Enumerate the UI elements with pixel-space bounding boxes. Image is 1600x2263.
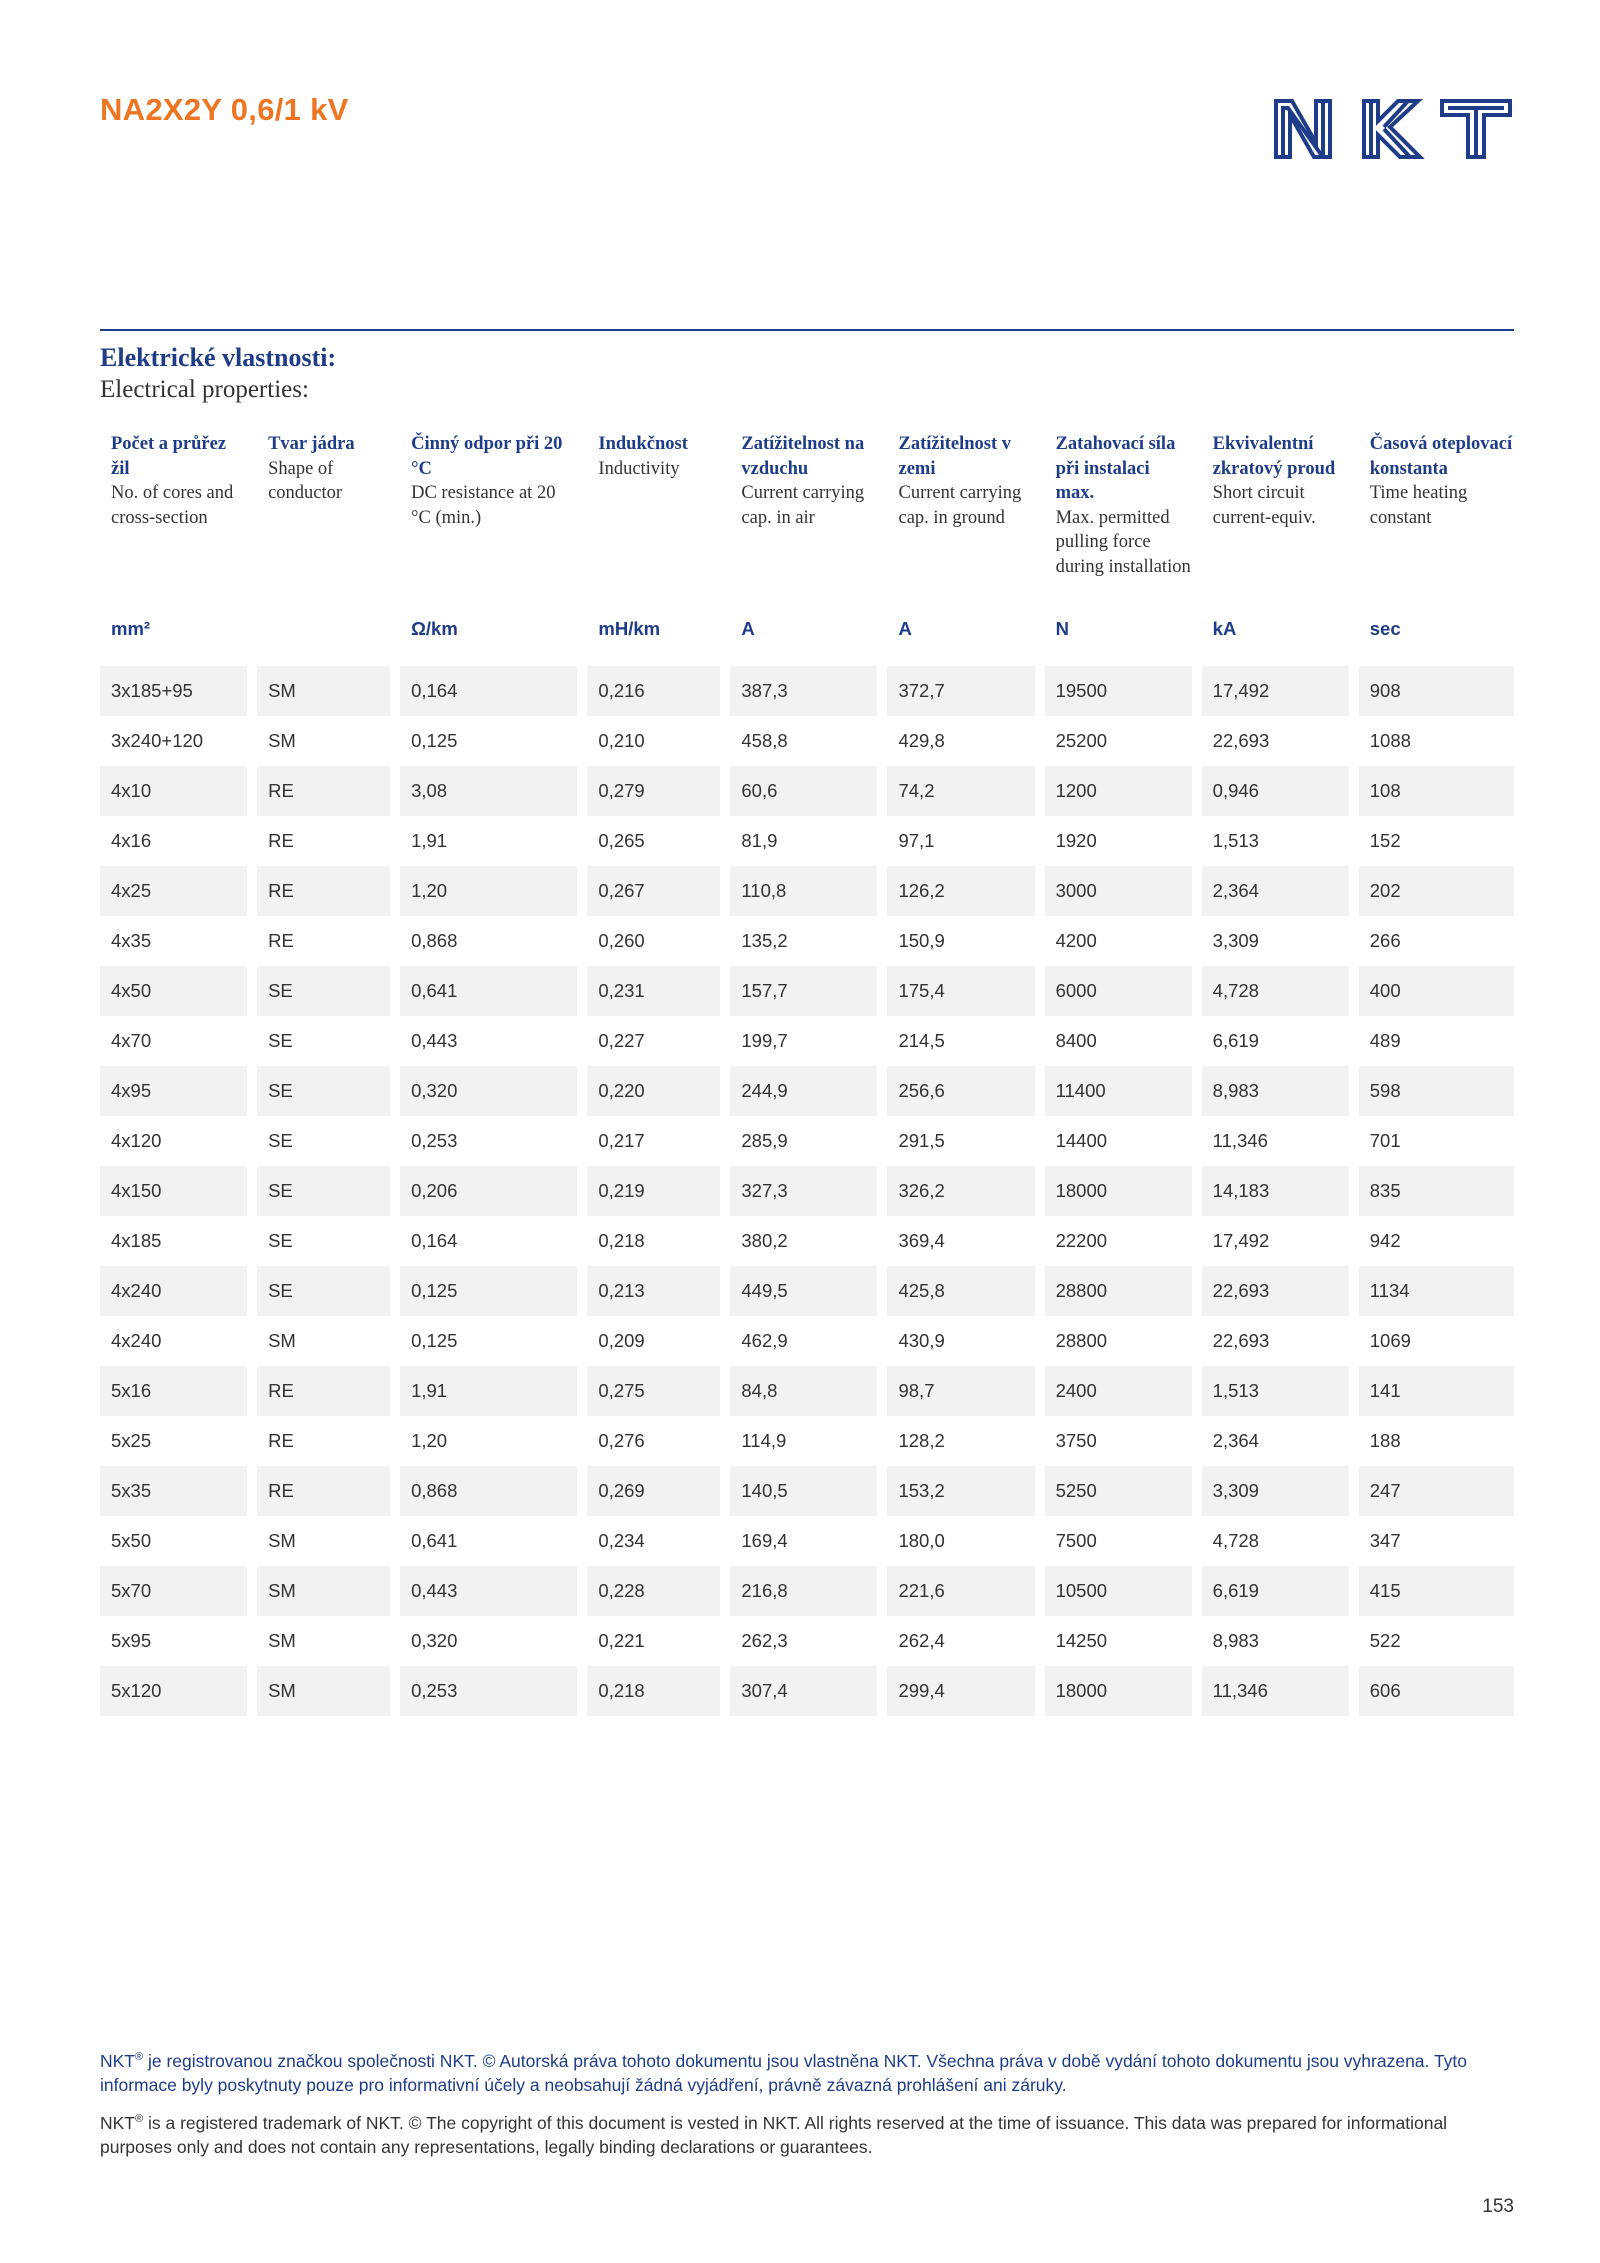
table-cell: 0,253: [400, 1666, 577, 1716]
table-cell: 285,9: [741, 1130, 788, 1151]
table-cell: 199,7: [741, 1030, 788, 1051]
column-unit: A: [898, 618, 912, 639]
table-cell: 0,260: [598, 930, 645, 951]
table-cell: 369,4: [898, 1230, 945, 1251]
table-row: [100, 1416, 1514, 1466]
table-cell: 425,8: [887, 1266, 1034, 1316]
table-cell: 0,228: [587, 1566, 720, 1616]
column-header-cz: Indukčnost: [598, 434, 688, 454]
table-cell: 0,216: [587, 666, 720, 716]
column-header-cz: Zatížitelnost v zemi: [898, 434, 1012, 479]
table-cell: 11,346: [1202, 1666, 1349, 1716]
table-cell: 0,443: [411, 1030, 458, 1051]
table-cell: 6000: [1045, 966, 1192, 1016]
page-number: 153: [1482, 2196, 1514, 2217]
table-cell: 11400: [1045, 1066, 1192, 1116]
table-cell: 22,693: [1202, 1266, 1349, 1316]
table-row: [100, 1616, 1514, 1666]
table-cell: 3,309: [1202, 1466, 1349, 1516]
table-cell: 0,868: [400, 1466, 577, 1516]
table-cell: 0,269: [587, 1466, 720, 1516]
table-cell: 97,1: [898, 830, 935, 851]
table-cell: 135,2: [741, 930, 788, 951]
table-cell: 307,4: [730, 1666, 877, 1716]
table-cell: 28800: [1045, 1266, 1192, 1316]
table-cell: 140,5: [730, 1466, 877, 1516]
table-cell: SM: [257, 1666, 390, 1716]
table-cell: 4x240: [100, 1266, 247, 1316]
table-cell: 0,164: [411, 1230, 458, 1251]
column-header-en: Time heating constant: [1369, 483, 1468, 528]
table-cell: 11,346: [1212, 1130, 1268, 1151]
table-cell: 10500: [1045, 1566, 1192, 1616]
column-header-cz: Tvar jádra: [268, 434, 355, 454]
table-cell: 4x35: [111, 930, 152, 951]
table-cell: 429,8: [898, 730, 945, 751]
table-cell: 157,7: [730, 966, 877, 1016]
column-header-cz: Zatahovací síla při instalaci max.: [1055, 434, 1176, 503]
table-cell: 3,309: [1212, 930, 1259, 951]
table-row: [100, 816, 1514, 866]
table-cell: 0,221: [598, 1630, 645, 1651]
table-cell: 74,2: [887, 766, 1034, 816]
table-cell: 152: [1369, 830, 1401, 851]
table-cell: 835: [1359, 1166, 1514, 1216]
column-header-en: No. of cores and cross-section: [111, 483, 234, 528]
table-cell: 110,8: [730, 866, 877, 916]
table-cell: 28800: [1055, 1330, 1108, 1351]
table-cell: 0,868: [411, 930, 458, 951]
table-cell: 4x25: [100, 866, 247, 916]
table-cell: 17,492: [1212, 1230, 1270, 1251]
table-header-row: [100, 432, 1514, 618]
column-header-en: Short circuit current-equiv.: [1212, 483, 1316, 528]
table-cell: 5x35: [100, 1466, 247, 1516]
table-cell: 380,2: [741, 1230, 788, 1251]
table-cell: 5x120: [100, 1666, 247, 1716]
column-unit: mm²: [111, 618, 151, 639]
column-unit: sec: [1369, 618, 1401, 639]
table-cell: 0,206: [400, 1166, 577, 1216]
table-cell: 1,513: [1202, 1366, 1349, 1416]
table-cell: 0,253: [411, 1130, 458, 1151]
table-cell: 256,6: [887, 1066, 1034, 1116]
table-cell: 0,218: [587, 1666, 720, 1716]
table-cell: 1920: [1055, 830, 1097, 851]
column-header-cz: Zatížitelnost na vzduchu: [741, 434, 865, 479]
table-cell: 8,983: [1202, 1066, 1349, 1116]
table-cell: 262,3: [741, 1630, 788, 1651]
table-cell: SE: [257, 1166, 390, 1216]
table-cell: 462,9: [741, 1330, 788, 1351]
table-cell: 202: [1359, 866, 1514, 916]
column-header: [100, 432, 247, 618]
column-header: [587, 432, 720, 618]
column-header: [1359, 432, 1514, 618]
table-row: [100, 1466, 1514, 1516]
table-cell: 291,5: [898, 1130, 945, 1151]
table-cell: 1,20: [400, 866, 577, 916]
table-cell: 1,20: [411, 1430, 448, 1451]
table-cell: 7500: [1055, 1530, 1097, 1551]
table-cell: 18000: [1045, 1166, 1192, 1216]
table-cell: 1088: [1369, 730, 1411, 751]
table-cell: 0,218: [598, 1230, 645, 1251]
table-cell: 4x70: [111, 1030, 152, 1051]
table-cell: 0,234: [598, 1530, 645, 1551]
table-cell: 4x95: [100, 1066, 247, 1116]
table-cell: 25200: [1055, 730, 1108, 751]
table-cell: 0,265: [598, 830, 645, 851]
table-cell: 0,125: [400, 1266, 577, 1316]
table-cell: RE: [257, 1366, 390, 1416]
table-cell: SM: [268, 1530, 296, 1551]
table-cell: 326,2: [887, 1166, 1034, 1216]
table-row: [100, 1166, 1514, 1216]
table-cell: RE: [268, 830, 294, 851]
table-cell: SE: [268, 1030, 293, 1051]
table-cell: 1069: [1369, 1330, 1411, 1351]
column-header: [400, 432, 577, 618]
table-cell: 4x50: [100, 966, 247, 1016]
column-unit: N: [1055, 618, 1069, 639]
table-cell: 387,3: [730, 666, 877, 716]
table-cell: 5x16: [100, 1366, 247, 1416]
footer-disclaimer: [100, 2049, 1514, 2173]
table-cell: 128,2: [898, 1430, 945, 1451]
table-cell: 908: [1359, 666, 1514, 716]
table-cell: 327,3: [730, 1166, 877, 1216]
footer-disclaimer-cz: NKT® je registrovanou značkou společnosti NKT. © Autorská práva tohoto dokumentu jsou vlastněna NKT. Všechna práva v době vydání tohoto dokumentu jsou vyhrazena. Tyto informace byly poskytnuty pouze pro informativní účely a neobsahují žádná vyjádření, právně závazná prohlášení ani záruky.: [100, 2051, 1468, 2095]
column-header-en: Inductivity: [598, 458, 680, 479]
table-cell: 1,91: [411, 830, 448, 851]
table-row: [100, 1216, 1514, 1266]
table-cell: 2,364: [1202, 866, 1349, 916]
table-cell: 0,641: [411, 1530, 458, 1551]
column-header-cz: Počet a průřez žil: [111, 434, 227, 479]
table-row: [100, 916, 1514, 966]
table-cell: 0,209: [598, 1330, 645, 1351]
column-unit: kA: [1212, 618, 1237, 639]
table-cell: 244,9: [730, 1066, 877, 1116]
table-cell: RE: [268, 930, 294, 951]
column-header: [257, 432, 390, 618]
table-cell: 0,227: [598, 1030, 645, 1051]
table-row: [100, 1266, 1514, 1316]
table-cell: 0,210: [598, 730, 645, 751]
page-title: NA2X2Y 0,6/1 kV: [100, 92, 349, 127]
column-unit: Ω/km: [411, 618, 458, 639]
table-cell: 5x50: [111, 1530, 152, 1551]
table-cell: 188: [1369, 1430, 1401, 1451]
table-cell: 606: [1359, 1666, 1514, 1716]
table-cell: 0,641: [400, 966, 577, 1016]
table-cell: 522: [1369, 1630, 1401, 1651]
section-title: Elektrické vlastnosti:: [100, 343, 337, 372]
table-cell: SE: [257, 1066, 390, 1116]
table-cell: 0,164: [400, 666, 577, 716]
column-header-cz: Ekvivalentní zkratový proud: [1212, 434, 1336, 479]
table-cell: 150,9: [898, 930, 945, 951]
table-cell: 4,728: [1202, 966, 1349, 1016]
table-cell: 449,5: [730, 1266, 877, 1316]
table-cell: SM: [268, 1630, 296, 1651]
table-row: [100, 766, 1514, 816]
table-cell: SM: [257, 666, 390, 716]
table-cell: 14250: [1055, 1630, 1108, 1651]
table-cell: 153,2: [887, 1466, 1034, 1516]
table-row: [100, 1066, 1514, 1116]
table-cell: 0,279: [587, 766, 720, 816]
table-cell: 22,693: [1212, 1330, 1270, 1351]
table-cell: 4200: [1055, 930, 1097, 951]
table-cell: 81,9: [741, 830, 778, 851]
table-row: [100, 1116, 1514, 1166]
table-cell: 0,320: [411, 1630, 458, 1651]
table-cell: 430,9: [898, 1330, 945, 1351]
table-cell: 942: [1369, 1230, 1401, 1251]
column-header: [1045, 432, 1192, 618]
table-cell: 0,267: [587, 866, 720, 916]
table-cell: SE: [257, 1266, 390, 1316]
table-cell: 262,4: [898, 1630, 945, 1651]
table-cell: RE: [257, 1466, 390, 1516]
table-cell: RE: [257, 866, 390, 916]
table-cell: 17,492: [1202, 666, 1349, 716]
column-header-en: Shape of conductor: [268, 458, 343, 503]
table-cell: 4x16: [111, 830, 152, 851]
table-cell: 4x120: [111, 1130, 162, 1151]
table-cell: 126,2: [887, 866, 1034, 916]
table-cell: SE: [257, 966, 390, 1016]
table-cell: 3750: [1055, 1430, 1097, 1451]
table-body: [100, 666, 1514, 1716]
table-cell: 3,08: [400, 766, 577, 816]
section-subtitle: Electrical properties:: [100, 376, 309, 403]
table-cell: 4x240: [111, 1330, 162, 1351]
table-row: [100, 1366, 1514, 1416]
column-unit: A: [741, 618, 755, 639]
footer-disclaimer-en: NKT® is a registered trademark of NKT. © The copyright of this document is vested in NKT. All rights reserved at the time of issuance. This data was prepared for informational purposes only and does not contain any representations, legally binding declarations or guarantees.: [100, 2113, 1448, 2157]
column-header-en: Current carrying cap. in ground: [898, 483, 1022, 528]
table-cell: 3x240+120: [111, 730, 204, 751]
electrical-properties-table: [90, 432, 1524, 1716]
table-cell: SM: [257, 1566, 390, 1616]
table-cell: 347: [1369, 1530, 1401, 1551]
table-cell: 4x10: [100, 766, 247, 816]
table-cell: 2,364: [1212, 1430, 1259, 1451]
table-cell: SM: [268, 1330, 296, 1351]
table-cell: 108: [1359, 766, 1514, 816]
table-cell: 2400: [1045, 1366, 1192, 1416]
table-cell: 1134: [1359, 1266, 1514, 1316]
table-cell: 5250: [1045, 1466, 1192, 1516]
table-cell: 8,983: [1212, 1630, 1259, 1651]
table-row: [100, 1316, 1514, 1366]
table-cell: 458,8: [741, 730, 788, 751]
table-row: [100, 666, 1514, 716]
table-cell: 14,183: [1202, 1166, 1349, 1216]
table-cell: 415: [1359, 1566, 1514, 1616]
table-cell: 299,4: [887, 1666, 1034, 1716]
table-cell: 114,9: [741, 1430, 787, 1451]
table-cell: 701: [1369, 1130, 1401, 1151]
table-cell: 0,946: [1202, 766, 1349, 816]
table-cell: SM: [268, 730, 296, 751]
table-cell: RE: [268, 1430, 294, 1451]
column-header-en: Max. permitted pulling force during installation: [1055, 507, 1191, 577]
table-cell: 0,320: [400, 1066, 577, 1116]
table-cell: 18000: [1045, 1666, 1192, 1716]
table-cell: 6,619: [1202, 1566, 1349, 1616]
table-cell: 4x150: [100, 1166, 247, 1216]
table-cell: RE: [257, 766, 390, 816]
table-cell: 1,513: [1212, 830, 1259, 851]
table-cell: 400: [1359, 966, 1514, 1016]
column-header-en: DC resistance at 20 °C (min.): [411, 483, 556, 528]
table-cell: 0,219: [587, 1166, 720, 1216]
table-cell: 3000: [1045, 866, 1192, 916]
table-cell: 22200: [1055, 1230, 1108, 1251]
table-cell: 0,217: [598, 1130, 645, 1151]
table-cell: 0,213: [587, 1266, 720, 1316]
table-row: [100, 1016, 1514, 1066]
table-cell: 489: [1369, 1030, 1401, 1051]
table-cell: 60,6: [730, 766, 877, 816]
table-cell: SE: [268, 1130, 293, 1151]
column-header: [730, 432, 877, 618]
nkt-logo: [1272, 97, 1514, 161]
column-header-cz: Činný odpor při 20 °C: [411, 434, 563, 479]
table-cell: 0,443: [400, 1566, 577, 1616]
table-cell: 141: [1359, 1366, 1514, 1416]
table-cell: SE: [268, 1230, 293, 1251]
table-cell: 372,7: [887, 666, 1034, 716]
table-cell: 8400: [1055, 1030, 1097, 1051]
column-header-en: Current carrying cap. in air: [741, 483, 865, 528]
table-row: [100, 1516, 1514, 1566]
table-row: [100, 966, 1514, 1016]
table-cell: 598: [1359, 1066, 1514, 1116]
table-cell: 0,275: [587, 1366, 720, 1416]
table-cell: 6,619: [1212, 1030, 1259, 1051]
table-cell: 14400: [1055, 1130, 1108, 1151]
table-cell: 19500: [1045, 666, 1192, 716]
table-cell: 216,8: [730, 1566, 877, 1616]
column-header: [1202, 432, 1349, 618]
table-cell: 175,4: [887, 966, 1034, 1016]
table-cell: 5x95: [111, 1630, 152, 1651]
table-cell: 0,125: [411, 730, 458, 751]
column-unit: [257, 618, 390, 666]
table-row: [100, 716, 1514, 766]
table-cell: 266: [1369, 930, 1401, 951]
table-cell: 84,8: [730, 1366, 877, 1416]
table-cell: 0,125: [411, 1330, 458, 1351]
table-cell: 5x70: [100, 1566, 247, 1616]
table-cell: 1200: [1045, 766, 1192, 816]
table-cell: 169,4: [741, 1530, 788, 1551]
table-unit-row: [100, 618, 1514, 666]
table-cell: 5x25: [111, 1430, 152, 1451]
table-row: [100, 866, 1514, 916]
table-cell: 180,0: [898, 1530, 945, 1551]
column-header: [887, 432, 1034, 618]
table-cell: 1,91: [400, 1366, 577, 1416]
table-row: [100, 1666, 1514, 1716]
table-cell: 0,220: [587, 1066, 720, 1116]
table-cell: 214,5: [898, 1030, 945, 1051]
table-cell: 247: [1359, 1466, 1514, 1516]
table-cell: 0,276: [598, 1430, 645, 1451]
table-cell: 4,728: [1212, 1530, 1259, 1551]
table-cell: 98,7: [887, 1366, 1034, 1416]
table-cell: 221,6: [887, 1566, 1034, 1616]
table-cell: 0,231: [587, 966, 720, 1016]
table-row: [100, 1566, 1514, 1616]
section-divider: [100, 329, 1514, 331]
table-cell: 3x185+95: [100, 666, 247, 716]
column-unit: mH/km: [598, 618, 661, 639]
table-cell: 22,693: [1212, 730, 1270, 751]
column-header-cz: Časová oteplovací konstanta: [1369, 434, 1513, 479]
table-cell: 4x185: [111, 1230, 162, 1251]
